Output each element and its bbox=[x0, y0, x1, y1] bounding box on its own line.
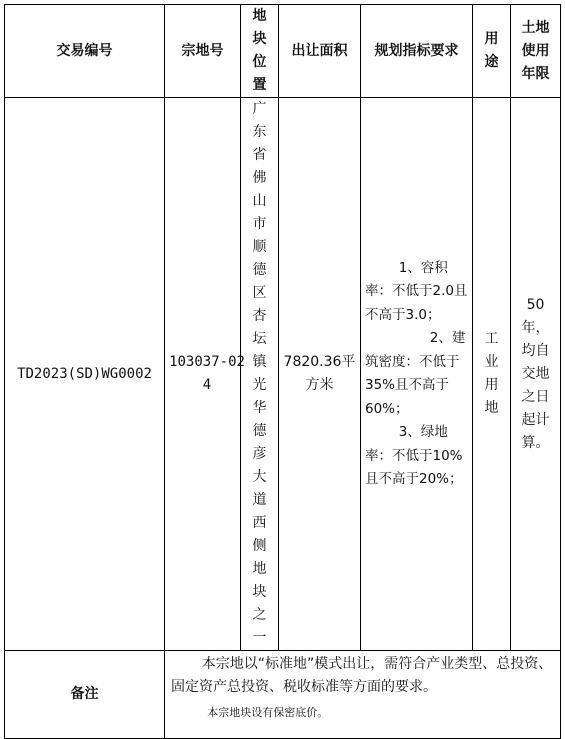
header-parcel-no: 宗地号 bbox=[165, 5, 241, 98]
cell-use bbox=[473, 98, 511, 651]
cell-area-text: 7820.36平方米 bbox=[283, 354, 356, 393]
planning-item: 3、绿地率：不低于10%且不高于20%； bbox=[365, 424, 463, 487]
header-term-text: 土地使用年限 bbox=[521, 19, 550, 82]
header-location bbox=[241, 5, 279, 98]
cell-term bbox=[511, 98, 561, 651]
header-use bbox=[473, 5, 511, 98]
header-area bbox=[279, 5, 361, 98]
remark-note: 本宗地块设有保密底价。 bbox=[207, 706, 329, 719]
header-term bbox=[511, 5, 561, 98]
remark-text: 本宗地以“标准地”模式出让，需符合产业类型、总投资、固定资产总投资、税收标准等方面的要求。 bbox=[171, 656, 553, 695]
header-use-text: 用途 bbox=[484, 31, 499, 70]
land-parcel-table bbox=[4, 4, 561, 739]
cell-area bbox=[279, 98, 361, 651]
remark-row bbox=[5, 651, 561, 739]
cell-location-text: 广东省佛山市顺德区杏坛镇光华德彦大道西侧地块之一 bbox=[252, 101, 267, 646]
header-trade-no: 交易编号 bbox=[5, 5, 165, 98]
planning-item: 1、容积率：不低于2.0且不高于3.0； bbox=[365, 259, 468, 323]
remark-content bbox=[165, 651, 561, 739]
table-row bbox=[5, 98, 561, 651]
header-area-text: 出让面积 bbox=[291, 42, 348, 59]
cell-parcel-no-text: 103037-024 bbox=[169, 354, 245, 393]
cell-trade-no: TD2023(SD)WG0002 bbox=[5, 98, 165, 651]
header-location-text: 地块位置 bbox=[252, 8, 267, 93]
cell-location bbox=[241, 98, 279, 651]
header-planning bbox=[361, 5, 473, 98]
remark-label: 备注 bbox=[5, 651, 165, 739]
cell-planning bbox=[361, 98, 473, 651]
cell-term-text: 50年，均自交地之日起计算。 bbox=[521, 296, 550, 451]
header-planning-text: 规划指标要求 bbox=[374, 42, 459, 59]
cell-parcel-no bbox=[165, 98, 245, 651]
header-row bbox=[5, 5, 561, 98]
planning-item: 2、建筑密度：不低于35%且不高于60%； bbox=[365, 330, 466, 417]
cell-use-text: 工业用地 bbox=[484, 331, 499, 416]
